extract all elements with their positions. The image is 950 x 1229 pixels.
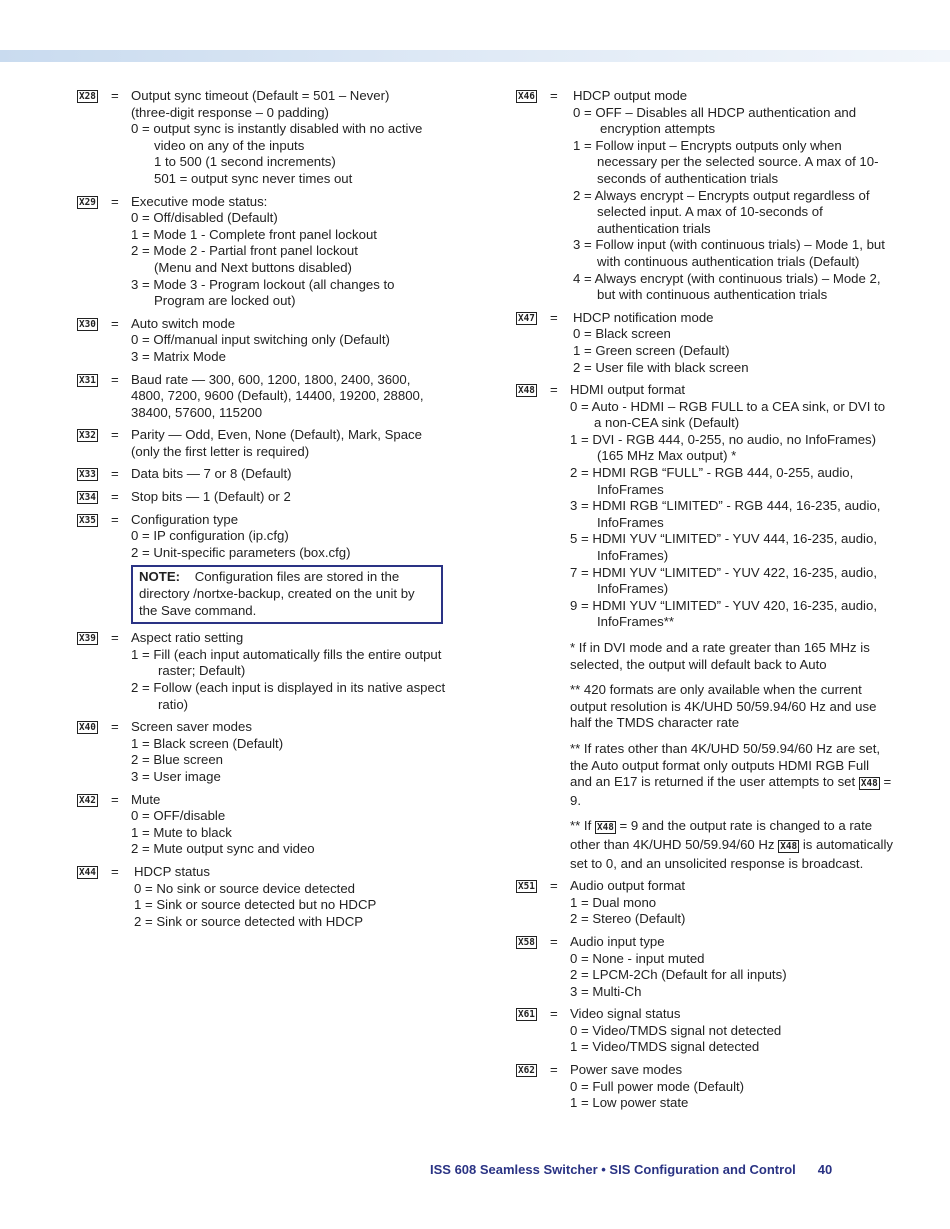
entry-line: 0 = Video/TMDS signal not detected [570, 1022, 782, 1038]
entry-x51 [516, 878, 894, 928]
equals-sign: = [111, 511, 119, 527]
variable-box: X35 [79, 514, 96, 526]
entry-line: 1 = Video/TMDS signal detected [570, 1039, 760, 1055]
entry-line: 0 = Off/disabled (Default) [131, 210, 278, 226]
entry-line: 0 = OFF/disable [131, 808, 226, 824]
equals-sign: = [111, 371, 119, 387]
entry-x30 [77, 316, 457, 366]
footnote: ** 420 formats are only available when the current output resolution is 4K/UHD 50/59.94/60 Hz and use half the TMDS character rate [570, 682, 877, 731]
entry-line: 3 = User image [131, 768, 221, 784]
entry-x34 [77, 489, 457, 506]
entry-x29 [77, 194, 457, 310]
entry-line: 2 = Always encrypt – Encrypts output regardless of selected input. A max of 10-seconds of authentication trials [573, 187, 870, 236]
variable-box: X48 [596, 822, 614, 834]
equals-sign: = [550, 382, 558, 398]
entry-line: 2 = Blue screen [131, 752, 224, 768]
entry-line: 0 = No sink or source device detected [134, 880, 356, 896]
entry-x62 [516, 1062, 894, 1112]
equals-sign: = [550, 878, 558, 894]
entry-title: HDMI output format [570, 382, 686, 398]
note-label: NOTE: [139, 569, 181, 585]
entry-line: 1 = DVI - RGB 444, 0-255, no audio, no InfoFrames) (165 MHz Max output) * [570, 431, 877, 464]
variable-box: X61 [518, 1009, 535, 1021]
entry-line: 1 = Dual mono [570, 894, 657, 910]
entry-line: 1 = Mute to black [131, 824, 232, 840]
equals-sign: = [550, 1062, 558, 1078]
entry-line: 2 = Stereo (Default) [570, 911, 686, 927]
entry-line: 0 = OFF – Disables all HDCP authentication and encryption attempts [573, 104, 857, 137]
entry-x47 [516, 310, 894, 376]
entry-x39 [77, 630, 457, 713]
entry-line: 0 = None - input muted [570, 950, 705, 966]
entry-line: 0 = Off/manual input switching only (Default) [131, 332, 390, 348]
entry-x40 [77, 719, 457, 785]
footnote [570, 818, 894, 872]
entry-x31 [77, 372, 457, 422]
entry-title: HDCP output mode [573, 88, 688, 103]
entry-line: 0 = Full power mode (Default) [570, 1078, 745, 1094]
equals-sign: = [111, 791, 119, 807]
footnote-text: ** If [570, 818, 592, 834]
entry-title: Audio input type [570, 933, 665, 949]
variable-box: X31 [79, 374, 96, 386]
variable-box: X62 [518, 1065, 535, 1077]
entry-title: Output sync timeout (Default = 501 – Never) [131, 88, 390, 103]
entry-title: Power save modes [570, 1062, 683, 1078]
entry-line: 2 = User file with black screen [573, 359, 749, 375]
entry-title: Data bits — 7 or 8 (Default) [131, 466, 292, 482]
variable-box: X48 [860, 778, 878, 790]
entry-title: HDCP status [134, 863, 210, 879]
variable-box: X48 [518, 385, 535, 397]
entry-title: Parity — Odd, Even, None (Default), Mark, Space [131, 427, 422, 443]
entry-title: Aspect ratio setting [131, 630, 244, 646]
entry-x48 [516, 382, 894, 872]
entry-line: Program are locked out) [154, 293, 296, 309]
entry-line: 7 = HDMI YUV “LIMITED” - YUV 422, 16-235, audio, InfoFrames) [570, 564, 877, 597]
entry-line: video on any of the inputs [154, 137, 305, 153]
entry-line: 3 = Mode 3 - Program lockout (all changes to [131, 276, 395, 292]
equals-sign: = [550, 933, 558, 949]
right-column [516, 88, 894, 1118]
entry-title: Stop bits — 1 (Default) or 2 [131, 489, 291, 505]
entry-x61 [516, 1006, 894, 1056]
equals-sign: = [111, 466, 119, 482]
entry-line: 4 = Always encrypt (with continuous trials) – Mode 2, but with continuous authentication trials [573, 270, 881, 303]
footnote-text: ** If rates other than 4K/UHD 50/59.94/60 Hz are set, the Auto output format only outputs HDMI RGB Full and an E17 is returned if the user attempts to set [570, 740, 881, 790]
entry-line: 0 = IP configuration (ip.cfg) [131, 528, 289, 544]
entry-line: 501 = output sync never times out [154, 170, 353, 186]
entry-line: 1 = Low power state [570, 1095, 689, 1111]
entry-title: HDCP notification mode [573, 309, 714, 325]
equals-sign: = [111, 193, 119, 209]
entry-line: 1 = Black screen (Default) [131, 735, 284, 751]
footnote-text: = 9 and the output rate is changed to a rate other than 4K/UHD 50/59.94/60 Hz [570, 818, 873, 852]
entry-x28 [77, 88, 457, 188]
footnote: * If in DVI mode and a rate greater than 165 MHz is selected, the output will default back to Auto [570, 640, 870, 672]
page-number: 40 [817, 1162, 833, 1177]
variable-box: X44 [79, 866, 96, 878]
entry-line: 2 = Mode 2 - Partial front panel lockout [131, 243, 358, 259]
entry-line: 2 = Sink or source detected with HDCP [134, 913, 364, 929]
entry-line: 2 = Mute output sync and video [131, 841, 315, 857]
entry-line: (only the first letter is required) [131, 443, 310, 459]
entry-line: 38400, 57600, 115200 [131, 404, 263, 420]
variable-box: X32 [79, 430, 96, 442]
equals-sign: = [111, 88, 119, 103]
variable-box: X34 [79, 492, 96, 504]
entry-title: Configuration type [131, 511, 239, 527]
entry-line: 1 = Fill (each input automatically fills the entire output raster; Default) [131, 646, 442, 679]
variable-box: X33 [79, 469, 96, 481]
footnote-text: is automatically set to 0, and an unsolicited response is broadcast. [570, 836, 893, 871]
page-footer [430, 1162, 832, 1179]
variable-box: X48 [780, 840, 798, 852]
footnote [570, 741, 894, 809]
entry-title: Mute [131, 791, 161, 807]
entry-line: 1 = Mode 1 - Complete front panel lockout [131, 226, 377, 242]
entry-x32 [77, 427, 457, 460]
entry-line: 0 = Auto - HDMI – RGB FULL to a CEA sink, or DVI to a non-CEA sink (Default) [570, 398, 886, 431]
entry-x58 [516, 934, 894, 1000]
note-text: Configuration files are stored in the directory /nortxe-backup, created on the unit by the Save command. [139, 569, 415, 618]
entry-title: Screen saver modes [131, 719, 252, 735]
equals-sign: = [550, 1006, 558, 1022]
variable-box: X30 [79, 318, 96, 330]
entry-x42 [77, 792, 457, 858]
variable-box: X28 [79, 91, 96, 102]
entry-x33 [77, 466, 457, 483]
entry-line: (three-digit response – 0 padding) [131, 104, 329, 120]
entry-title: Baud rate — 300, 600, 1200, 1800, 2400, 3600, [131, 371, 411, 387]
entry-line: 3 = Matrix Mode [131, 348, 226, 364]
variable-box: X29 [79, 196, 96, 208]
equals-sign: = [111, 719, 119, 735]
header-gradient-bar [0, 50, 950, 62]
entry-line: 0 = Black screen [573, 326, 671, 342]
equals-sign: = [111, 630, 119, 646]
entry-line: 2 = Follow (each input is displayed in its native aspect ratio) [131, 680, 446, 712]
entry-x35 [77, 512, 457, 625]
entry-title: Audio output format [570, 878, 686, 894]
variable-box: X47 [518, 312, 535, 324]
variable-box: X40 [79, 722, 96, 734]
entry-title: Video signal status [570, 1006, 681, 1022]
equals-sign: = [111, 863, 119, 879]
entry-line: 3 = HDMI RGB “LIMITED” - RGB 444, 16-235, audio, InfoFrames [570, 498, 881, 530]
variable-box: X51 [518, 881, 535, 893]
left-column [77, 88, 457, 936]
entry-line: 2 = Unit-specific parameters (box.cfg) [131, 544, 351, 560]
footer-title: ISS 608 Seamless Switcher • SIS Configuration and Control [430, 1162, 796, 1177]
footnote-text: = 9. [570, 774, 892, 808]
entry-x44 [77, 864, 457, 930]
variable-box: X42 [79, 794, 96, 806]
entry-line: 2 = HDMI RGB “FULL” - RGB 444, 0-255, audio, InfoFrames [570, 465, 854, 497]
entry-line: 5 = HDMI YUV “LIMITED” - YUV 444, 16-235, audio, InfoFrames) [570, 531, 877, 564]
entry-line: 1 = Sink or source detected but no HDCP [134, 897, 377, 913]
note-box [131, 565, 443, 624]
entry-line: (Menu and Next buttons disabled) [154, 259, 352, 275]
variable-box: X39 [79, 633, 96, 645]
entry-title: Auto switch mode [131, 315, 236, 331]
entry-line: 9 = HDMI YUV “LIMITED” - YUV 420, 16-235, audio, InfoFrames** [570, 597, 877, 630]
entry-title: Executive mode status: [131, 193, 268, 209]
entry-line: 3 = Multi-Ch [570, 983, 642, 999]
equals-sign: = [550, 88, 558, 103]
entry-x46 [516, 88, 894, 304]
entry-line: 1 to 500 (1 second increments) [154, 154, 336, 170]
entry-line: 1 = Follow input – Encrypts outputs only when necessary per the selected source. A max of 10-seconds of authentication trials [573, 137, 879, 186]
equals-sign: = [111, 427, 119, 443]
variable-box: X58 [518, 936, 535, 948]
entry-line: 1 = Green screen (Default) [573, 342, 730, 358]
entry-line: 3 = Follow input (with continuous trials) – Mode 1, but with continuous authentication trials (Default) [573, 237, 885, 269]
entry-line: 0 = output sync is instantly disabled with no active [131, 121, 423, 137]
entry-line: 4800, 7200, 9600 (Default), 14400, 19200, 28800, [131, 388, 424, 404]
equals-sign: = [550, 309, 558, 325]
equals-sign: = [111, 315, 119, 331]
equals-sign: = [111, 489, 119, 505]
variable-box: X46 [518, 91, 535, 102]
entry-line: 2 = LPCM-2Ch (Default for all inputs) [570, 967, 787, 983]
